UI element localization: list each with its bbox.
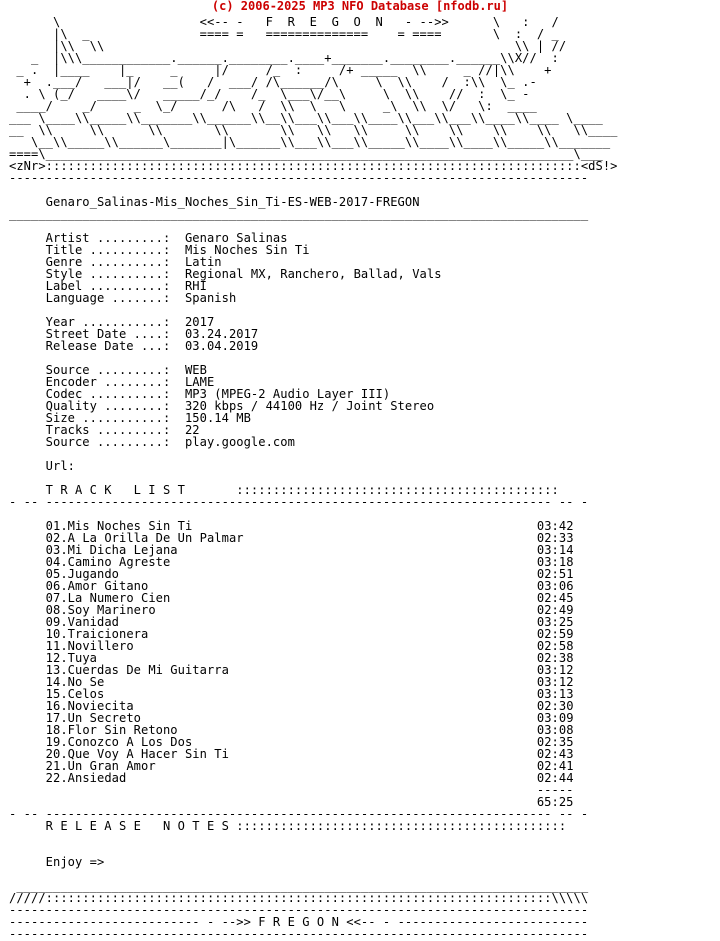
track-time: 02:44 bbox=[536, 771, 574, 785]
track-number: 03 bbox=[45, 543, 61, 557]
info-row bbox=[9, 459, 82, 473]
field-label: Url: bbox=[9, 459, 83, 473]
track-time: 02:51 bbox=[536, 567, 574, 581]
track-time: 02:58 bbox=[536, 639, 574, 653]
divider: ------------------------------------------------------------------------------- bbox=[9, 903, 589, 917]
heading-dots: ::::::::::::::::::::::::::::::::::::::::::::: bbox=[228, 819, 567, 833]
footer-text: - -->> F R E G O N <<-- - bbox=[206, 915, 391, 929]
divider: _______________________________________________________________________________ bbox=[9, 207, 589, 221]
track-separator: . bbox=[60, 735, 68, 749]
track-separator: . bbox=[60, 675, 68, 689]
track-time: 03:08 bbox=[536, 723, 574, 737]
logo-art-line: <zNr>:::::::::::::::::::::::::::::::::::::::::::::::::::::::::::::::::::::::::<dS!> bbox=[9, 159, 618, 173]
track-time: 02:49 bbox=[536, 603, 574, 617]
track-number: 05 bbox=[45, 567, 61, 581]
track-title: Ansiedad bbox=[67, 771, 127, 785]
track-separator: . bbox=[60, 771, 68, 785]
track-title: Amor Gitano bbox=[67, 579, 149, 593]
field-label: Language .......: bbox=[9, 291, 185, 305]
track-number: 13 bbox=[45, 663, 61, 677]
track-number: 09 bbox=[45, 615, 61, 629]
track-separator: . bbox=[60, 711, 68, 725]
track-time: 02:33 bbox=[536, 531, 574, 545]
info-row bbox=[9, 435, 295, 449]
track-number: 17 bbox=[45, 711, 61, 725]
info-row bbox=[9, 339, 258, 353]
track-separator: . bbox=[60, 663, 68, 677]
tracklist-heading: T R A C K L I S T bbox=[45, 483, 185, 497]
track-time: 02:59 bbox=[536, 627, 574, 641]
track-number: 02 bbox=[45, 531, 61, 545]
field-value-year: 2017 bbox=[184, 315, 215, 329]
track-number: 16 bbox=[45, 699, 61, 713]
field-label: Source .........: bbox=[9, 435, 185, 449]
track-title: No Se bbox=[67, 675, 105, 689]
track-time: 03:13 bbox=[536, 687, 574, 701]
track-title: Celos bbox=[67, 687, 105, 701]
logo-art-line: ____/ _/ _ \_/ /\ / \\ \ \ _\ \\ \/ \: ____ bbox=[9, 99, 537, 113]
field-value-street-date: 03.24.2017 bbox=[184, 327, 259, 341]
track-number: 20 bbox=[45, 747, 61, 761]
track-time: 03:25 bbox=[536, 615, 574, 629]
track-title: Conozco A Los Dos bbox=[67, 735, 193, 749]
track-separator: . bbox=[60, 555, 68, 569]
divider: ------------------------------------------------------------------------------- bbox=[9, 171, 589, 185]
divider: ------------------------------------------------------------------------------- bbox=[9, 927, 589, 941]
track-separator: . bbox=[60, 591, 68, 605]
logo-art-line: \ <<-- - F R E G O N - -->> \ : / bbox=[9, 15, 559, 29]
field-value-release-date: 03.04.2019 bbox=[184, 339, 259, 353]
field-value-artist: Genaro Salinas bbox=[184, 231, 288, 245]
track-number: 12 bbox=[45, 651, 61, 665]
track-time: 03:12 bbox=[536, 663, 574, 677]
track-title: Novillero bbox=[67, 639, 134, 653]
field-label: Size ...........: bbox=[9, 411, 185, 425]
field-label: Street Date ....: bbox=[9, 327, 185, 341]
track-time: 02:45 bbox=[536, 591, 574, 605]
field-label: Year ...........: bbox=[9, 315, 185, 329]
track-title: Cuerdas De Mi Guitarra bbox=[67, 663, 229, 677]
track-title: Vanidad bbox=[67, 615, 119, 629]
heading-dots: :::::::::::::::::::::::::::::::::::::::::::: bbox=[184, 483, 559, 497]
field-value-size: 150.14 MB bbox=[184, 411, 251, 425]
track-number: 11 bbox=[45, 639, 61, 653]
field-label: Title ..........: bbox=[9, 243, 185, 257]
track-title: Un Gran Amor bbox=[67, 759, 156, 773]
track-number: 07 bbox=[45, 591, 61, 605]
track-title: Un Secreto bbox=[67, 711, 141, 725]
track-number: 04 bbox=[45, 555, 61, 569]
field-label: Label ..........: bbox=[9, 279, 185, 293]
track-separator: . bbox=[60, 699, 68, 713]
track-number: 01 bbox=[45, 519, 61, 533]
track-time: 02:41 bbox=[536, 759, 574, 773]
logo-art-line: . \ (_/ ____\/ _____/_/ /_ \___\/__\ \ \\ // : \_ - bbox=[9, 87, 530, 101]
track-separator: . bbox=[60, 759, 68, 773]
track-number: 15 bbox=[45, 687, 61, 701]
field-label: Release Date ...: bbox=[9, 339, 185, 353]
track-separator: . bbox=[60, 543, 68, 557]
track-title: Jugando bbox=[67, 567, 119, 581]
track-title: Flor Sin Retono bbox=[67, 723, 178, 737]
track-time: 03:12 bbox=[536, 675, 574, 689]
logo-art-line: __ \\ \\ \\ \\ \\ \\ \\ \\ \\ \\ \\ \\____ bbox=[9, 123, 618, 137]
field-label: Style ..........: bbox=[9, 267, 185, 281]
track-time: 03:18 bbox=[536, 555, 574, 569]
track-time: 03:42 bbox=[536, 519, 574, 533]
track-time: 02:43 bbox=[536, 747, 574, 761]
footer-dashes: -------------------------- bbox=[390, 915, 589, 929]
field-value-style: Regional MX, Ranchero, Ballad, Vals bbox=[184, 267, 442, 281]
field-label: Source .........: bbox=[9, 363, 185, 377]
divider: ______________________________________________________________________________ bbox=[9, 879, 589, 893]
divider: /////:::::::::::::::::::::::::::::::::::::::::::::::::::::::::::::::::::::\\\\\ bbox=[9, 891, 589, 905]
logo-art-line: ====\________________________________________________________________________\___ bbox=[9, 147, 603, 161]
track-separator: . bbox=[60, 615, 68, 629]
track-separator: . bbox=[60, 531, 68, 545]
divider: - -- --------------------------------------------------------------------- -- - bbox=[9, 495, 589, 509]
track-time: 03:06 bbox=[536, 579, 574, 593]
track-separator: . bbox=[60, 519, 68, 533]
track-number: 10 bbox=[45, 627, 61, 641]
track-time: 02:38 bbox=[536, 651, 574, 665]
logo-art-line: _ . |____ |_ _ |/ /_ : /+ _____ \\ _ //|\\ + bbox=[9, 63, 552, 77]
notes-text: Enjoy => bbox=[45, 855, 105, 869]
logo-art-line: + .___/ ___|/ __( / ___/ /\______/\ \ \\ / :\\ \_ .- bbox=[9, 75, 537, 89]
track-number: 06 bbox=[45, 579, 61, 593]
release-name: Genaro_Salinas-Mis_Noches_Sin_Ti-ES-WEB-2017-FREGON bbox=[45, 195, 420, 209]
field-label: Quality ........: bbox=[9, 399, 185, 413]
track-separator: . bbox=[60, 567, 68, 581]
track-title: Mis Noches Sin Ti bbox=[67, 519, 193, 533]
field-value-language: Spanish bbox=[184, 291, 237, 305]
track-separator: . bbox=[60, 639, 68, 653]
track-title: Noviecita bbox=[67, 699, 134, 713]
field-label: Encoder ........: bbox=[9, 375, 185, 389]
track-title: Tuya bbox=[67, 651, 97, 665]
track-title: Mi Dicha Lejana bbox=[67, 543, 178, 557]
field-label: Genre ..........: bbox=[9, 255, 185, 269]
logo-art-line: ___ \____\\_____\\_______\\______\\__\\___\\___\\____\\___\\___\\____\\____ \____ bbox=[9, 111, 603, 125]
notes-line bbox=[9, 855, 104, 869]
track-title: Camino Agreste bbox=[67, 555, 171, 569]
track-time: 03:14 bbox=[536, 543, 574, 557]
total-time: 65:25 bbox=[536, 795, 574, 809]
track-title: Soy Marinero bbox=[67, 603, 156, 617]
indent bbox=[9, 819, 46, 833]
track-number: 08 bbox=[45, 603, 61, 617]
field-value-label: RHI bbox=[184, 279, 207, 293]
field-value-tracks: 22 bbox=[184, 423, 200, 437]
track-title: Traicionera bbox=[67, 627, 149, 641]
track-number: 19 bbox=[45, 735, 61, 749]
track-title: A La Orilla De Un Palmar bbox=[67, 531, 244, 545]
notes-heading-line bbox=[9, 819, 566, 833]
indent bbox=[9, 855, 46, 869]
field-value-genre: Latin bbox=[184, 255, 222, 269]
field-label: Artist .........: bbox=[9, 231, 185, 245]
total-rule: ----- bbox=[9, 783, 574, 797]
track-time: 02:30 bbox=[536, 699, 574, 713]
field-label: Tracks .........: bbox=[9, 423, 185, 437]
notes-heading: R E L E A S E N O T E S bbox=[45, 819, 229, 833]
field-label: Codec ..........: bbox=[9, 387, 185, 401]
site-banner: (c) 2006-2025 MP3 NFO Database [nfodb.ru] bbox=[211, 0, 509, 13]
track-number: 21 bbox=[45, 759, 61, 773]
field-value-title: Mis Noches Sin Ti bbox=[184, 243, 310, 257]
track-title: Que Voy A Hacer Sin Ti bbox=[67, 747, 229, 761]
field-value-quality: 320 kbps / 44100 Hz / Joint Stereo bbox=[184, 399, 435, 413]
track-time: 02:35 bbox=[536, 735, 574, 749]
track-time: 03:09 bbox=[536, 711, 574, 725]
nfo-text-block bbox=[9, 16, 617, 940]
track-separator: . bbox=[60, 747, 68, 761]
track-separator: . bbox=[60, 603, 68, 617]
field-value-source: WEB bbox=[184, 363, 207, 377]
divider: - -- --------------------------------------------------------------------- -- - bbox=[9, 807, 589, 821]
track-separator: . bbox=[60, 627, 68, 641]
logo-art-line: \__\\_____\\______\_______|\______\\___\\___\\_____\\____\\____\\_____\\_______ bbox=[9, 135, 611, 149]
track-separator: . bbox=[60, 579, 68, 593]
track-number: 18 bbox=[45, 723, 61, 737]
track-separator: . bbox=[60, 651, 68, 665]
logo-art-line: |\ _ ==== = ============== = ==== \ : / _ bbox=[9, 27, 559, 41]
track-title: La Numero Cien bbox=[67, 591, 171, 605]
track-number: 14 bbox=[45, 675, 61, 689]
field-value-codec: MP3 (MPEG-2 Audio Layer III) bbox=[184, 387, 391, 401]
field-value-source-url: play.google.com bbox=[184, 435, 295, 449]
logo-art-line: _ |\\\____________.______.________.____+_______.________.______\\X// : bbox=[9, 51, 559, 65]
info-row bbox=[9, 291, 236, 305]
track-number: 22 bbox=[45, 771, 61, 785]
track-separator: . bbox=[60, 687, 68, 701]
footer-dashes: -------------------------- bbox=[9, 915, 207, 929]
track-separator: . bbox=[60, 723, 68, 737]
logo-art-line: |\\ \\ \\ | // bbox=[9, 39, 567, 53]
field-value-encoder: LAME bbox=[184, 375, 215, 389]
